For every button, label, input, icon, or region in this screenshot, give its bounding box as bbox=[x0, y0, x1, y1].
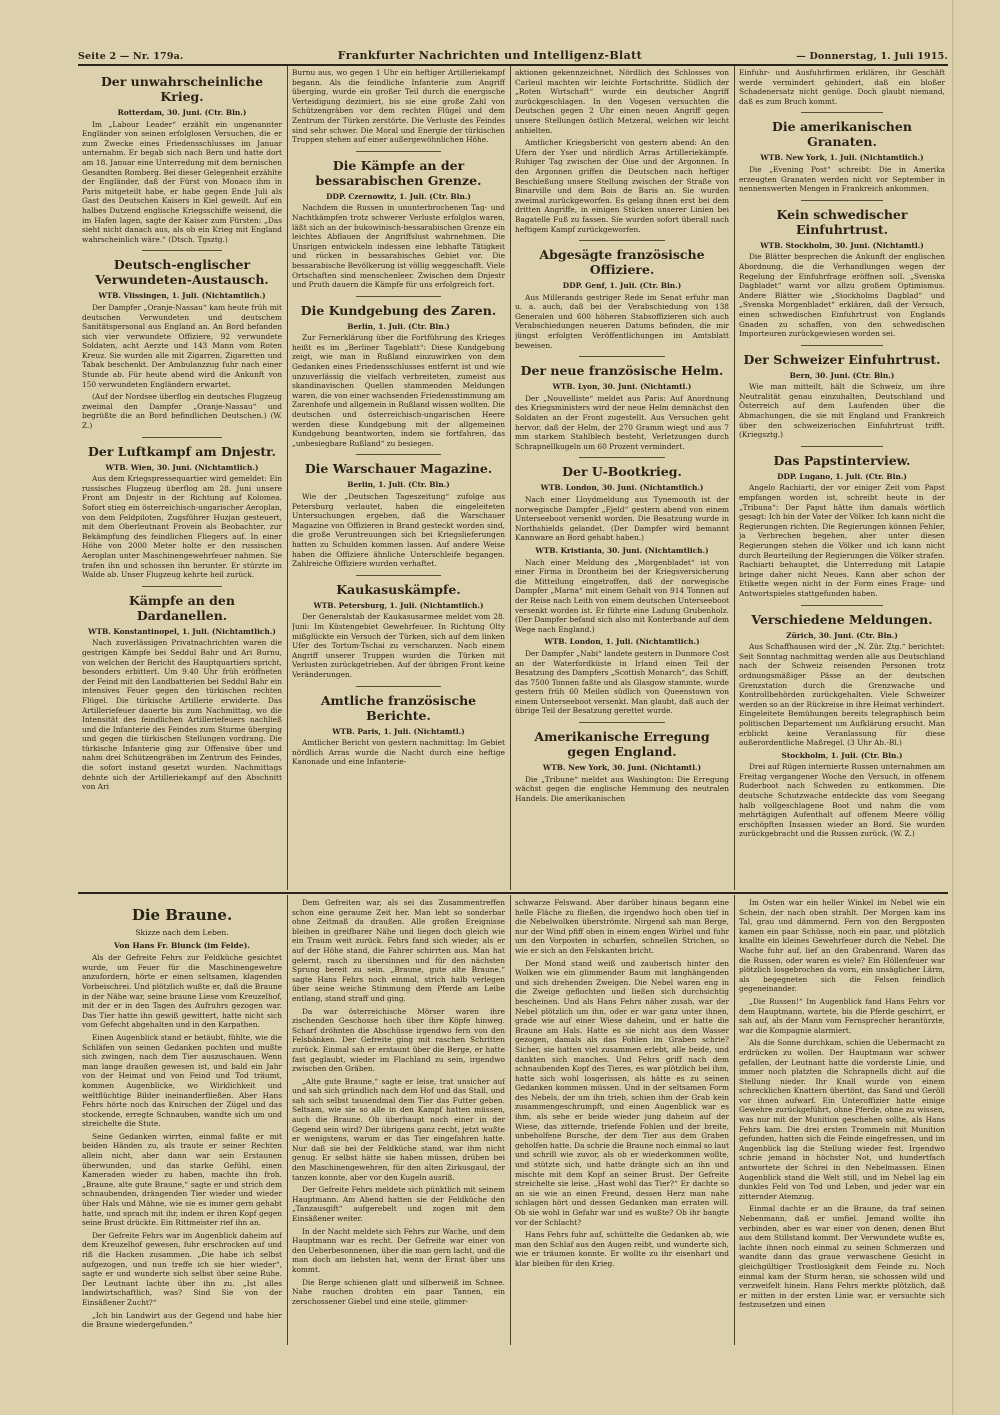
story-paragraph: Dem Gefreiten war, als sei das Zusammentreffen schon eine geraume Zeit her. Man lebt so sonderbar ohne Zeitmaß da draußen. Alle großen Ereignisse bleiben in greifbarer Nähe und liegen doch gleich wie ein Traum weit zurück. Fehrs fand sich wieder, als er auf der Höhe stand, die Fahrer schirrten aus. Man hat gelernt, rasch zu übersinnen und für den nächsten Sprung bereit zu sein. „Braune, gute alte Braune,“ sagte Hans Fehrs noch einmal, strich halb verlegen über seine weiche Stimmung dem Pferde am Leibe entlang, stand straff und ging. bbox=[292, 898, 505, 1003]
article-body: (Auf der Nordsee überflog ein deutsches Flugzeug zweimal den Dampfer „Oranje-Nassau“ und begrüßte die an Bord befindlichen Deutschen.) (W. Z.) bbox=[82, 392, 282, 431]
article-body: Der Generalstab der Kaukasusarmee meldet vom 28. Juni: Im Küstengebiet Gewehrfeuer. In Richtung Olty mißglückte ein Versuch der Türken, sich auf dem linken Ufer des Tortum-Tschai zu verschanzen. Nach einem Angriff unserer Truppen wurden die Türken mit Verlusten zurückgetrieben. Auf der übrigen Front keine Veränderungen. bbox=[292, 612, 505, 679]
headline: Deutsch-englischer Verwundeten-Austausch. bbox=[95, 257, 269, 288]
article-body: Nach einer Lloydmeldung aus Tynemouth ist der norwegische Dampfer „Fjeld“ gestern abend von einem Unterseeboot versenkt worden. Die Besatzung wurde in Northshields gelandet. (Der Dampfer wird bemannt Kannware an Bord gehabt haben.) bbox=[515, 495, 729, 543]
headline: Verschiedene Meldungen. bbox=[751, 611, 933, 627]
column-2 bbox=[292, 68, 505, 890]
separator bbox=[579, 240, 665, 241]
article-body: Der Dampfer „Oranje-Nassau“ kam heute früh mit deutschen Verwundeten und deutschem Sanitätspersonal aus England an. An Bord befanden sich vier verwundete Offiziere, 92 verwundete Soldaten, acht Aerzte und 143 Mann vom Roten Kreuz. Sie wurden alle mit Zigarren, Zigaretten und Tabak beschenkt. Der Ambulanzzug fuhr nach einer Stunde ab. Für heute abend wird die Ankunft von 150 verwundeten Engländern erwartet. bbox=[82, 302, 282, 389]
article-body: Aus Millerands gestriger Rede im Senat erfuhr man u. a. auch, daß bei der Verabschiedung von 138 Generalen und 600 höheren Stabsoffizieren sich auch Verabschiedungen neueren Datums befinden, die mir jüngst erfolgten Veröffentlichungen im Amtsblatt beweisen. bbox=[515, 292, 729, 350]
dateline: WTB. London, 30. Juni. (Nichtamtlich.) bbox=[540, 483, 704, 493]
dateline: DDP. Genf, 1. Juli. (Ctr. Bln.) bbox=[562, 281, 682, 291]
separator bbox=[801, 345, 883, 346]
article-body: Zur Fernerklärung über die Fortführung des Krieges heißt es im „Berliner Tageblatt“: Diese Kundgebung zeigt, wie man in Rußland einzuwirken von dem Gedanken eines Friedensschlusses entfernt ist und wie unzuverlässig die vielfach verbreiteten, zumeist aus skandinavischen Quellen stammenden Meldungen waren, die von einer wachsenden Friedensstimmung am Zarenhofe und allgemein in Rußland wissen wollten. Die deutschen und österreichisch-ungarischen Heere werden diese Kundgebung mit der allgemeinen Kundgebung beantworten, indem sie fortfahren, das „unbesiegbare Rußland“ zu besiegen. bbox=[292, 333, 505, 448]
article-body: Nachdem die Russen in ununterbrochenen Tag- und Nachtkämpfen trotz schwerer Verluste erfolglos waren, läßt sich an der bukowinisch-bessarabischen Grenze ein leichtes Abflauen der Angriffslust wahrnehmen. Die Unsrigen entwickeln indessen eine lebhafte Tätigkeit und rücken in bessarabisches Gebiet vor. Die bessarabische Bevölkerung ist völlig weggeschafft. Viele Ortschaften sind menschenleer. Zwischen dem Dnjestr und Pruth dauern die Kämpfe für uns erfolgreich fort. bbox=[292, 203, 505, 290]
article-body: Burnu aus, wo gegen 1 Uhr ein heftiger Artilleriekampf begann. Als die feindliche Infanterie zum Angriff überging, wurde ein großer Teil durch die energische Verteidigung dezimiert, bis sie eine große Zahl von Schützengräben vor dem rechten Flügel und dem Zentrum der Türken zerstörte. Die Verluste des Feindes sind sehr schwer. Die Moral und Energie der türkischen Truppen stehen auf einer außergewöhnlichen Höhe. bbox=[292, 68, 505, 145]
story-paragraph: Hans Fehrs fuhr auf, schüttelte die Gedanken ab, wie man den Schlaf aus den Augen reibt, und wunderte sich, wie er träumen konnte. Er wollte zu ihr eisenhart und klar bleiben für den Krieg. bbox=[515, 1230, 729, 1268]
story-paragraph: Da war österreichische Mörser waren ihre zischenden Geschosse hoch über ihre Köpfe hinweg. Scharf dröhnten die Abschüsse irgendwo fern von den Felsbänken. Der Gefreite ging mit raschen Schritten zurück. Einmal sah er erstaunt über die Berge, er hatte fast geglaubt, wieder im Flachland zu sein, irgendwo zwischen den Gräben. bbox=[292, 1006, 505, 1074]
separator bbox=[356, 686, 441, 687]
story-paragraph: Der Gefreite Fehrs meldete sich pünktlich mit seinem Hauptmann. Am Abend hatten sie der Feldküche den „Tanzausgift“ aufgerebelt und zogen mit dem Einsäßener weiter. bbox=[292, 1185, 505, 1223]
dateline: Zürich, 30. Juni. (Ctr. Bln.) bbox=[786, 630, 898, 640]
headline: Das Papstinterview. bbox=[773, 452, 911, 468]
feuilleton-subtitle: Skizze nach dem Leben. bbox=[135, 928, 229, 937]
article-body: Die „Evening Post“ schreibt: Die in Amerika erzeugten Granaten werden nicht vor September in nennenswerten Mengen in Frankreich ankommen. bbox=[739, 164, 945, 194]
headline: Die amerikanischen Granaten. bbox=[772, 119, 912, 150]
dateline: Stockholm, 1. Juli. (Ctr. Bln.) bbox=[781, 750, 903, 760]
dateline: WTB. Vlissingen, 1. Juli. (Nichtamtlich.) bbox=[98, 291, 266, 301]
article-body: Aus Schaffhausen wird der „N. Zür. Ztg.“ berichtet: Seit Sonntag nachmittag werden alle aus Deutschland nach der Schweiz reisenden Personen trotz ordnungsmäßiger Pässe an der deutschen Grenzstation durch die Grenzwache und Kontrollbehörden zurückgehalten. Viele Schweizer werden so an der Rückreise in ihre Heimat verhindert. Eingeleitete Bemühungen bereits telegraphisch beim politischen Departement um Aufklärung ersucht. Man erblickt keine Veranlassung für diese außerordentliche Maßregel. (3 Uhr Ab.-Bl.) bbox=[739, 642, 945, 748]
story-paragraph: Einmal dachte er an die Braune, da traf seinen Nebenmann, daß er umfiel. Jemand wollte ihn verbinden, aber es war einer von denen, denen Blut aus dem Stillstand kommt. Der Verwundete wußte es, lachte ihnen noch einmal zu seinen Schmerzen und wandte dann das graue verwaschene Gesicht in gleichgültiger Trostlosigkeit dem Feinde zu. Noch einmal kam der Sturm heran, sie schossen wild und verzweifelt hinein. Hans Fehrs merkte plötzlich, daß er mitten in der ersten Linie war, er versuchte sich festzusetzen und einen bbox=[739, 1204, 945, 1310]
issue-date: — Donnerstag, 1. Juli 1915. bbox=[796, 51, 948, 62]
headline: Kämpfe an den Dardanellen. bbox=[129, 592, 235, 623]
headline: Die Kundgebung des Zaren. bbox=[300, 302, 497, 318]
story-paragraph: Der Gefreite Fehrs war im Augenblick daheim auf dem Kreuzelhof gewesen, fuhr erschrocken auf und riß die Hacken zusammen. „Die habe ich selbst aufgezogen, und nun treffe ich sie hier wieder“, sagte er und wunderte sich selbst über seine Ruhe. Der Leutnant lachte über ihn zu. „Ist alles landwirtschaftlich, was? Sind Sie von der Einsäßener Zucht?“ bbox=[82, 1230, 282, 1307]
headline: Der Schweizer Einfuhrtrust. bbox=[743, 351, 941, 367]
dateline: Berlin, 1. Juli. (Ctr. Bln.) bbox=[347, 480, 450, 490]
article-body: Nach zuverlässigen Privatnachrichten waren die gestrigen Kämpfe bei Seddul Bahr und Ari Burnu, von welchen der Bericht des Hauptquartiers spricht, besonders erbittert. Um 9.40 Uhr früh eröffneten der Feind mit den Landbatterien bei Seddul Bahr ein intensives Feuer gegen den türkischen rechten Flügel. Die türkische Artillerie erwiderte. Das Artilleriefeuer dauerte bis zum Nachmittag, wo die Intensität des feindlichen Artilleriefeuers nachließ und die Infanterie des Feindes zum Sturme überging und gegen die türkischen Stellungen vordrang. Die türkische Infanterie ging zur Offensive über und nahm drei Schützengräben im Zentrum des Feindes, die sofort instand gesetzt wurden. Nachmittags dehnte sich der Artilleriekampf auf den Abschnitt von Ari bbox=[82, 638, 282, 792]
headline: Kein schwedischer Einfuhrtrust. bbox=[776, 206, 908, 237]
headline: Der Luftkampf am Dnjestr. bbox=[88, 443, 276, 459]
separator bbox=[356, 151, 441, 152]
story-paragraph: Seine Gedanken wirrten, einmal faßte er mit beiden Händen zu, als traute er seiner Rechten allein nicht, aber dann war sein Erstaunen überwunden, und das starke Gefühl, einen Kameraden wieder zu haben, machte ihn froh. „Braune, alte gute Braune,“ sagte er und strich dem schnaubenden, drängenden Tier wieder und wieder über Hals und Mähne, wie sie es immer gern gehabt hatte, und sprach mit ihr, indem er ihren Kopf gegen seine Brust drückte. Ein Rittmeister rief ihn an. bbox=[82, 1131, 282, 1228]
column-1 bbox=[82, 68, 282, 890]
feuilleton-column-1 bbox=[82, 898, 282, 1346]
article-body: Wie man mitteilt, hält die Schweiz, um ihre Neutralität genau einzuhalten, Deutschland und Österreich auf dem Laufenden über die Abmachungen, die sie mit England und Frankreich über den schweizerischen Einfuhrtrust trifft. (Kriegsztg.) bbox=[739, 382, 945, 440]
article-body: Aus dem Kriegspressequartier wird gemeldet: Ein russisches Flugzeug überflog am 28. Juni unsere Front am Dnjestr in der Richtung auf Kolomea. Sofort stieg ein österreichisch-ungarischer Aeroplan, von dem Feldpiloten, Zugsführer Huzjan gesteuert, mit dem Oberleutnant Frovein als Beobachter, zur Bekämpfung des feindlichen Fliegers auf. In einer Höhe von 2000 Meter holte er den russischen Aeroplan unter Maschinengewehrfeuer nahmen. Sie trafen ihn und schossen ihn herunter. Er stürzte im Walde ab. Unser Flugzeug kehrte heil zurück. bbox=[82, 474, 282, 580]
article-body: Drei auf Rügen internierte Russen unternahmen am Freitag vergangener Woche den Versuch, in offenem Ruderboot nach Schweden zu entkommen. Die deutsche Schutzwache entdeckte das vom Seegang halb vollgeschlagene Boot und nahm die vom mehrtägigen Aufenthalt auf offenem Meere völlig erschöpften Insassen wieder an Bord. Sie wurden zurückgebracht und die Russen zurück. (W. Z.) bbox=[739, 762, 945, 839]
article-body: Wie der „Deutschen Tageszeitung“ zufolge aus Petersburg verlautet, haben die eingeleiteten Untersuchungen ergeben, daß die Warschauer Magazine von Offizieren in Brand gesteckt worden sind, die große Veruntreuungen sich bei Kriegslieferungen hatten zu Schulden kommen lassen. Auf andere Weise haben die Offiziere ähnliche Unterschleife begangen. Zahlreiche Offiziere wurden verhaftet. bbox=[292, 492, 505, 569]
dateline: WTB. Lyon, 30. Juni. (Nichtamtl.) bbox=[552, 382, 692, 392]
headline: Abgesägte französische Offiziere. bbox=[539, 247, 705, 278]
column-rule bbox=[287, 66, 288, 890]
headline: Amerikanische Erregung gegen England. bbox=[534, 729, 710, 760]
article-body: Die Blätter besprechen die Ankunft der englischen Abordnung, die die Verhandlungen wegen der Regelung der Einfuhrfrage eröffnen soll. „Svenska Dagbladet“ warnt vor allzu großem Optimismus. Andere Blätter wie „Stockholms Dagblad“ und „Svenska Morgenbladet“ erklären, daß der Versuch, einen schwedischen Einfuhrtrust von Englands Gnaden zu schaffen, von den schwedischen Importeuren zurückgewiesen worden sei. bbox=[739, 252, 945, 339]
separator bbox=[801, 112, 883, 113]
column-4 bbox=[739, 68, 945, 890]
feuilleton-column-2 bbox=[292, 898, 505, 1346]
dateline: WTB. New York, 1. Juli. (Nichtamtlich.) bbox=[760, 153, 924, 163]
headline: Amtliche französische Berichte. bbox=[320, 692, 477, 723]
article-body: Die „Tribune“ meldet aus Washington: Die Erregung wächst gegen die englische Hemmung des neutralen Handels. Die amerikanischen bbox=[515, 774, 729, 803]
column-rule bbox=[734, 66, 735, 890]
column-rule bbox=[510, 66, 511, 890]
story-paragraph: „Ich bin Landwirt aus der Gegend und habe hier die Braune wiedergefunden.“ bbox=[82, 1310, 282, 1330]
headline: Die Warschauer Magazine. bbox=[304, 461, 493, 477]
separator bbox=[579, 457, 665, 458]
feuilleton-title: Die Braune. bbox=[131, 906, 233, 924]
column-rule bbox=[510, 895, 511, 1345]
feuilleton-rule bbox=[78, 892, 948, 894]
story-paragraph: Als der Gefreite Fehrs zur Feldküche gesichtet wurde, um Feuer für die Maschinengewehre anzufordern, hörte er einen seltsamen, klagenden Vorbeischrei. Und plötzlich wußte er, daß die Braune in der Nähe war, seine braune Liese vom Kreuzelhof, mit der er in den Tagen des Aufruhrs gezogen war. Das Tier hatte ihn gewiß gewittert, hatte nicht sich vom Gefecht abgehalten und in den Karpathen. bbox=[82, 953, 282, 1030]
article-body: Der Dampfer „Nabi“ landete gestern in Dunmore Cost an der Waterfordküste in Irland einen Teil der Besatzung des Dampfers „Scottish Monarch“, das Schiff, das 7500 Tonnen faßte und als Glasgow stammte, wurde gestern früh 60 Meilen südlich von Queenstown von einem Unterseeboot versenkt. Man glaubt, daß auch der übrige Teil der Besatzung gerettet wurde. bbox=[515, 648, 729, 716]
article-body: Angelo Rachiarti, der vor einiger Zeit vom Papst empfangen worden ist, schreibt heute in der „Tribuna“: Der Papst hätte ihm damals wörtlich gesagt: Ich bin der Vater der Völker. Ich kann nicht die Regierungen richten. Die Regierungen können Fehler, ja Verbrechen begehen, aber unter diesen Regierungen stehen die Völker und ich kann nicht durch Beurteilung der Regierungen die Völker strafen. Rachiarti behauptet, die Unterredung mit Latapie bringe daher nicht Neues. Kann aber schon der Etikette wegen nicht in der Form eines Frage- und Antwortspieles stattgefunden haben. bbox=[739, 483, 945, 598]
dateline: WTB. New York, 30. Juni. (Nichtamtl.) bbox=[542, 763, 702, 773]
article-body: Amtlicher Kriegsbericht von gestern abend: An den Ufern der Yser und nördlich Arras Artilleriekämpfe. Ruhiger Tag zwischen der Oise und der Argonnen. In den Argonnen griffen die Deutschen nach heftiger Beschießung unsere Stellung zwischen der Straße von Binarville und dem Bois de Baris an. Sie wurden zweimal zurückgeworfen. Es gelang ihnen erst bei dem dritten Angriffe, in einigen Stücken unserer Linien bei Bagatelle Fuß zu fassen. Sie wurden sofort überall nach heftigem Kampf zurückgeworfen. bbox=[515, 138, 729, 234]
headline: Die Kämpfe an der bessarabischen Grenze. bbox=[315, 157, 482, 188]
separator bbox=[356, 296, 441, 297]
story-paragraph: „Alte gute Braune,“ sagte er leise, trat unsicher auf und sah sich gründlich nach dem Hof und das Stall, und sah sich selbst tausendmal dem Tier das Futter geben. Seltsam, wie sie so alle in den Kampf hatten müssen, auch die Braune. Ob überhaupt noch einer in der Gegend sein wird? Der übrigens ganz recht, jetzt wußte er wenigstens, warum er das Tier eingefahren hatte. Nur daß sie bei der Feldküche stand, war ihm nicht genug. Er selbst hätte sie haben müssen, drüben bei den Maschinengewehren, für den alten Zirkusgaul, der tanzen konnte, aber vor den Kugeln ausriß. bbox=[292, 1076, 505, 1182]
separator bbox=[801, 605, 883, 606]
feuilleton-column-3 bbox=[515, 898, 729, 1346]
separator bbox=[356, 575, 441, 576]
article-body: Einfuhr- und Ausfuhrfirmen erklären, ihr Geschäft werde vermindert gehindert, daß ein bloßer Schadenersatz nicht genüge. Doch glaubt niemand, daß es zum Bruch kommt. bbox=[739, 68, 945, 106]
article-body: Nach einer Meldung des „Morgenbladet“ ist von einer Firma in Drontheim bei der Kriegsversicherung die Mitteilung eingetroffen, daß der norwegische Dampfer „Marna“ mit einem Gehalt von 914 Tonnen auf der Reise nach Leith von einem deutschen Unterseeboot versenkt worden ist. Er führte eine Ladung Grubenholz. (Der Dampfer befand sich also mit Konterbande auf dem Wege nach England.) bbox=[515, 557, 729, 634]
separator bbox=[356, 454, 441, 455]
masthead: Frankfurter Nachrichten und Intelligenz-Blatt bbox=[337, 49, 643, 62]
column-rule bbox=[734, 895, 735, 1345]
dateline: Berlin, 1. Juli. (Ctr. Bln.) bbox=[347, 321, 450, 331]
feuilleton-column-4 bbox=[739, 898, 945, 1346]
separator bbox=[142, 586, 222, 587]
dateline: WTB. Petersburg, 1. Juli. (Nichtamtlich.) bbox=[313, 600, 484, 610]
story-paragraph: Einen Augenblick stand er betäubt, fühlte, wie die Schläfen von seinen Gedanken pochten und mußte sich zwingen, nach dem Tier auszuschauen. Wenn man lange draußen gewesen ist, und bald ein Jahr von der Heimat und von Feind und Tod träumt, kommen Augenblicke, wo Wirklichkeit und weltflüchtige Bilder ineinanderfließen. Aber Hans Fehrs hörte noch das Knirschen der Zügel und das stockende, erregte Schnauben, wandte sich um und streichelte die Stute. bbox=[82, 1032, 282, 1129]
separator bbox=[142, 250, 222, 251]
story-paragraph: In der Nacht meldete sich Fehrs zur Wache, und dem Hauptmann war es recht. Der Gefreite war einer von den Ueberbesonnenen, über die man gern lacht, und die man doch am liebsten hat, wenn der Ernst über uns kommt. bbox=[292, 1226, 505, 1274]
story-paragraph: Die Berge schienen glatt und silberweiß im Schnee. Nahe rauchen drohten ein paar Tannen, ein zerschossener Giebel und eine steile, glimmer- bbox=[292, 1277, 505, 1306]
column-3 bbox=[515, 68, 729, 890]
story-paragraph: Als die Sonne durchkam, schien die Uebermacht zu erdrücken zu wollen. Der Hauptmann war schwer gefallen, der Leutnant hatte die vorderste Linie, und immer noch platzten die Schrapnells dicht auf die Stellung nieder. Ihr Knall wurde von einem schrecklichen Knattern übertönt, das Sand und Geröll vor ihnen aufwarf. Ein Unteroffizier hatte einige Gewehre zurückgeführt, ohne Pferde, ohne zu wissen, was nur mit der Munition geschehen sollte, als Hans Fehrs kam. Die drei ersten Trommeln mit Munition gefunden, hatten sich die Feinde eingefressen, und im Augenblick lag die Stellung wieder fest. Irgendwo schrie jemand in höchster Not, und hundertfach antwortete der Schrei in den Nebelmassen. Einen Augenblick stand die Welt still, und im Nebel lag ein dunkles Feld von Tod und Leben, und jeder war ein zitternder Atemzug. bbox=[739, 1038, 945, 1201]
dateline: WTB. Kristiania, 30. Juni. (Nichtamtlich.) bbox=[535, 545, 709, 555]
story-paragraph: „Die Russen!“ Im Augenblick fand Hans Fehrs vor dem Hauptmann, wartete, bis die Pferde geschirrt, er sah auf, als der Mann vom Fernsprecher herantürzte, war die Kompagnie alarmiert. bbox=[739, 996, 945, 1035]
separator bbox=[142, 437, 222, 438]
separator bbox=[579, 722, 665, 723]
separator bbox=[801, 446, 883, 447]
header-rule bbox=[78, 64, 948, 66]
dateline: Rotterdam, 30. Juni. (Ctr. Bln.) bbox=[117, 108, 247, 117]
dateline: WTB. London, 1. Juli. (Nichtamtlich.) bbox=[544, 637, 700, 647]
story-paragraph: Im Osten war ein heller Winkel im Nebel wie ein Schein, der nach oben strahlt. Der Morgen kam ins Tal, grau und dämmernd. Fern von den Bergposten kamen ein paar Schüsse, noch ein paar, und plötzlich knallte ein kleines Gewehrfeuer durch die Nebel. Die Wache fuhr auf, lief an den Grabenrand. Waren das die Russen, oder waren es viele? Ein Höllenfeuer war plötzlich losgebrochen da vorn, ein unsäglicher Lärm, als begegneten sich die Felsen feindlich gegeneinander. bbox=[739, 898, 945, 994]
dateline: WTB. Stockholm, 30. Juni. (Nichtamtl.) bbox=[760, 240, 924, 250]
article-body: Amtlicher Bericht von gestern nachmittag: Im Gebiet nördlich Arras wurde die Nacht durch eine heftige Kanonade und eine Infanterie- bbox=[292, 738, 505, 767]
dateline: WTB. Wien, 30. Juni. (Nichtamtlich.) bbox=[105, 462, 259, 472]
page-number: Seite 2 — Nr. 179a. bbox=[78, 51, 184, 62]
story-paragraph: Der Mond stand weiß und zauberisch hinter den Wolken wie ein glimmender Baum mit langhängenden und sich drehenden Zweigen. Die Nebel waren eng in die Zweige geflochten und ließen sich durchsichtig bescheinen. Und als Hans Fehrs näher zusah, war der Nebel plötzlich um ihn, oder er war ganz unter ihnen, grade wie auf einer Wiese daheim, und er hatte die Braune am Hals. Hatte es sie nicht aus dem Wasser gezogen, damals als das Fohlen im Graben schrie? Sicher, sie hatten viel zusammen erlebt, alle beide, und dankten sich manches. Und Fehrs griff nach dem schnaubenden Kopf des Tieres, es war plötzlich bei ihm, hatte sich wohl losgerissen, als hätte es zu seinen Gedanken kommen müssen. Und in der seltsamen Form des Nebels, der um ihn trieb, schien ihm der Grab kein zusammengeschrumpft, und einen Augenblick war es ihm, als sehe er beide wieder jung daheim auf der Wiese, das zitternde, triefende Fohlen und der breite, unbeholfene Bursche, der dem Tier aus dem Graben geholfen hatte. Da schrie die Braune noch einmal so laut und schrill wie zuvor, als ob er wiederkommen wollte, und stützte sich, und hatte drängte sich an ihn und mischte mit dem Kopf an seiner Brust. Der Gefreite streichelte sie leise. „Hast wohl das Tier?“ Er dachte so an sie wie an einen Freund, dessen Herz man nahe schlagen hört und dessen Gedanken man erraten will. Ob sie wohl in Gefahr war und es wußte? Ob ihr bangte vor der Schlacht? bbox=[515, 958, 729, 1227]
feuilleton-author: Von Hans Fr. Blunck (im Felde). bbox=[114, 940, 250, 950]
dateline: DDP. Lugano, 1. Juli. (Ctr. Bln.) bbox=[777, 471, 907, 481]
headline: Der U-Bootkrieg. bbox=[562, 464, 682, 480]
article-body: Im „Labour Leader“ erzählt ein ungenannter Engländer von seinen erfolglosen Versuchen, die er zum Zwecke eines Friedensschlusses im Januar unternahm. Er begab sich nach Bern und hatte dort am 18. Januar eine Unterredung mit dem bernischen Gesandten Romberg. Bei dieser Gelegenheit erzählte der Engländer, daß der Fürst von Monaco ihm in Paris mitgeteilt habe, er habe gegen Ende Juli als Gast des Deutschen Kaisers in Kiel geweilt. Auf ein halbes Dutzend englische Kriegsschiffe weisend, die im Hafen lagen, sagte der Kaiser zum Fürsten: „Das sieht nicht danach aus, als ob ein Krieg mit England wahrscheinlich wäre.“ (Dtsch. Tgsztg.) bbox=[82, 119, 282, 244]
headline: Der unwahrscheinliche Krieg. bbox=[100, 74, 264, 104]
dateline: WTB. Konstantinopel, 1. Juli. (Nichtamtlich.) bbox=[88, 626, 276, 636]
page-header bbox=[78, 46, 948, 62]
article-body: Der „Nouvelliste“ meldet aus Paris: Auf Anordnung des Kriegsministers wird der neue Helm demnächst den Soldaten an der Front zugestellt. Aus Versuchen geht hervor, daß der Helm, der 270 Gramm wiegt und aus 7 mm starkem Stahlblech besteht, Verletzungen durch Schrapnellkugeln um 60 Prozent vermindert. bbox=[515, 393, 729, 451]
story-paragraph: schwarze Felswand. Aber darüber hinaus begann eine helle Fläche zu fließen, die irgendwo hoch oben tief in die Nebelwolken überströmte. Nirgend sah man Berge, nur der Wind pfiff oben in einem engen Wirbel und fuhr um den Vorposten in scharfen, schnellen Strichen, so wie er sich an den Felskanten bricht. bbox=[515, 898, 729, 955]
separator bbox=[579, 356, 665, 357]
dateline: WTB. Paris, 1. Juli. (Nichtamtl.) bbox=[332, 726, 465, 736]
page-edge-shadow bbox=[952, 0, 954, 1415]
headline: Kaukasuskämpfe. bbox=[336, 581, 461, 597]
column-rule bbox=[287, 895, 288, 1345]
article-body: aktionen gekennzeichnet. Nördlich des Schlosses von Carleul machten wir leichte Fortschritte. Südlich der „Roten Wirtschaft“ wurde ein deutscher Angriff zurückgeschlagen. In den Vogesen versuchten die Deutschen gegen 2 Uhr einen neuen Angriff gegen unsere Stellungen östlich Metzeral, welchen wir leicht anhielten. bbox=[515, 68, 729, 135]
dateline: Bern, 30. Juni. (Ctr. Bln.) bbox=[789, 370, 895, 380]
separator bbox=[801, 200, 883, 201]
dateline: DDP. Czernowitz, 1. Juli. (Ctr. Bln.) bbox=[326, 191, 471, 201]
headline: Der neue französische Helm. bbox=[520, 363, 724, 379]
